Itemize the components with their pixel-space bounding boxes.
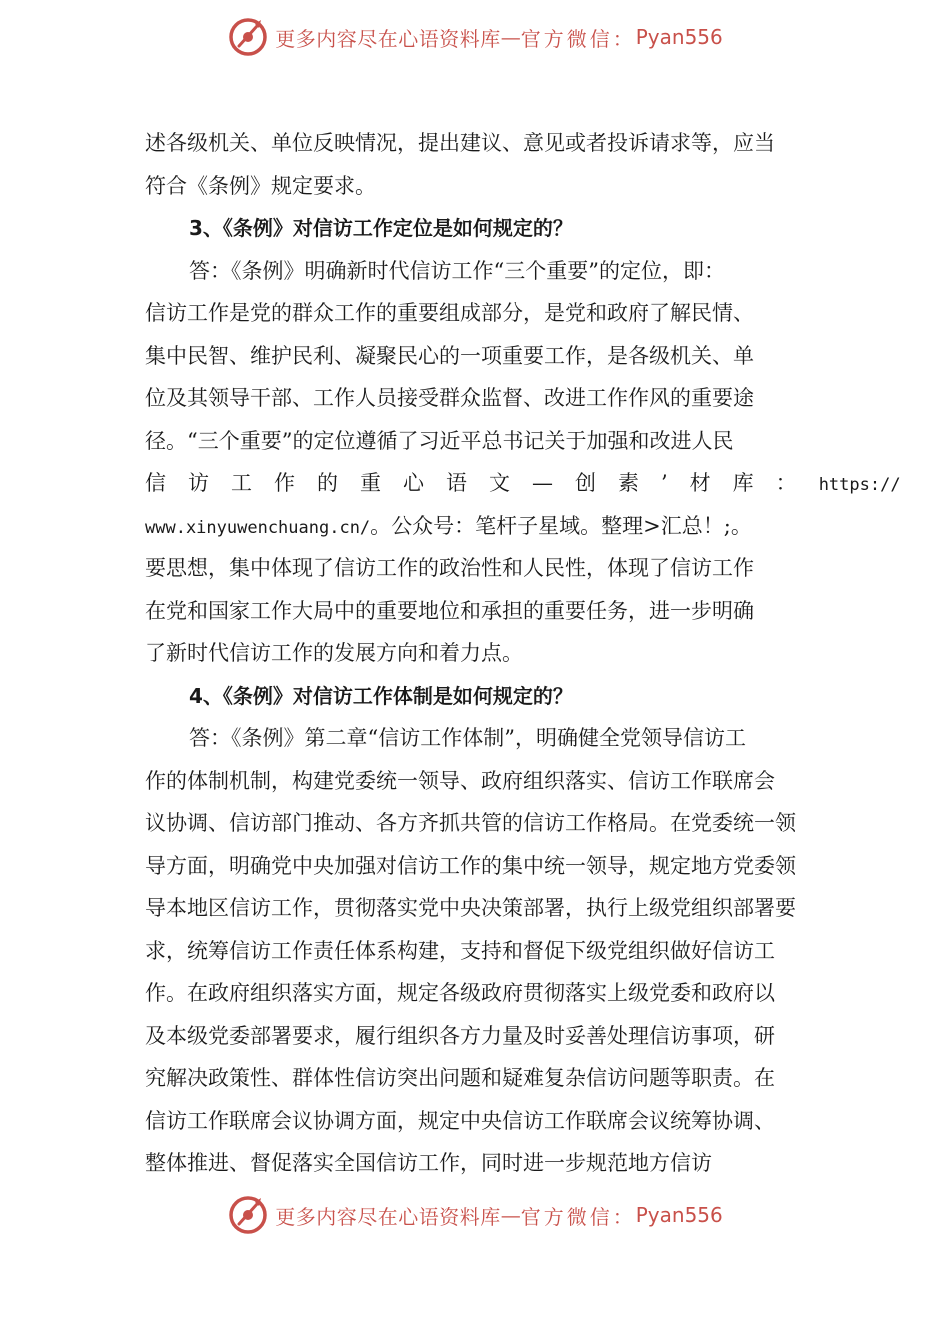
banner-title: 更多内容尽在心语资料库 xyxy=(275,1204,501,1229)
banner-contact-label: 官方微信： xyxy=(520,26,636,51)
answer-line: 作的体制机制，构建党委统一领导、政府组织落实、信访工作联席会 xyxy=(145,768,775,793)
banner-separator: — xyxy=(500,25,521,49)
banner-separator: — xyxy=(500,1203,521,1227)
answer-line: 整体推进、督促落实全国信访工作，同时进一步规范地方信访 xyxy=(145,1151,712,1175)
answer-line: 导本地区信访工作，贯彻落实党中央决策部署，执行上级党组织部署要 xyxy=(145,896,796,920)
header-banner xyxy=(0,12,950,62)
answer-line: 导方面，明确党中央加强对信访工作的集中统一领导，规定地方党委领 xyxy=(145,853,796,878)
answer-line xyxy=(145,505,809,548)
answer-line: 了新时代信访工作的发展方向和着力点。 xyxy=(145,641,523,665)
url-fragment: https:// xyxy=(818,475,901,495)
answer-line: 位及其领导干部、工作人员接受群众监督、改进工作作风的重要途 xyxy=(145,386,754,410)
question-heading-4: 4、《条例》对信访工作体制是如何规定的？ xyxy=(189,683,573,708)
answer-line: 集中民智、维护民利、凝聚民心的一项重要工作，是各级机关、单 xyxy=(145,343,754,368)
answer-line: 求，统筹信访工作责任体系构建，支持和督促下级党组织做好信访工 xyxy=(145,938,775,963)
footer-banner xyxy=(0,1190,950,1240)
answer-text: 。公众号：笔杆子星域。整理>汇总！;。 xyxy=(370,513,752,538)
answer-line: 答：《条例》第二章“信访工作体制”，明确健全党领导信访工 xyxy=(189,726,746,750)
answer-line: 及本级党委部署要求，履行组织各方力量及时妥善处理信访事项，研 xyxy=(145,1023,775,1048)
answer-line: 要思想，集中体现了信访工作的政治性和人民性，体现了信访工作 xyxy=(145,556,754,580)
answer-line: 议协调、信访部门推动、各方齐抓共管的信访工作格局。在党委统一领 xyxy=(145,811,796,835)
answer-line: 作。在政府组织落实方面，规定各级政府贯彻落实上级党委和政府以 xyxy=(145,981,775,1005)
banner-contact-label: 官方微信： xyxy=(520,1204,636,1229)
paragraph-line: 符合《条例》规定要求。 xyxy=(145,173,376,198)
document-body xyxy=(145,122,901,1185)
answer-line: 究解决政策性、群体性信访突出问题和疑难复杂信访问题等职责。在 xyxy=(145,1066,775,1090)
banner-title: 更多内容尽在心语资料库 xyxy=(275,26,501,51)
question-heading-3: 3、《条例》对信访工作定位是如何规定的？ xyxy=(189,216,573,240)
logo-icon xyxy=(227,16,269,58)
answer-line: 信访工作是党的群众工作的重要组成部分，是党和政府了解民情、 xyxy=(145,301,754,325)
answer-line: 径。“三个重要”的定位遵循了习近平总书记关于加强和改进人民 xyxy=(145,428,734,453)
answer-text: 信访工作的重心语文—创素’材库： xyxy=(145,471,819,495)
answer-line xyxy=(145,462,901,505)
banner-contact-id: Pyan556 xyxy=(635,25,723,49)
banner-contact-id: Pyan556 xyxy=(635,1203,723,1227)
answer-line: 答：《条例》明确新时代信访工作“三个重要”的定位，即： xyxy=(189,258,725,283)
paragraph-line: 述各级机关、单位反映情况，提出建议、意见或者投诉请求等，应当 xyxy=(145,131,775,155)
answer-line: 在党和国家工作大局中的重要地位和承担的重要任务，进一步明确 xyxy=(145,598,754,623)
url-text: www.xinyuwenchuang.cn/ xyxy=(145,517,371,538)
answer-line: 信访工作联席会议协调方面，规定中央信访工作联席会议统筹协调、 xyxy=(145,1108,775,1133)
logo-icon xyxy=(227,1194,269,1236)
